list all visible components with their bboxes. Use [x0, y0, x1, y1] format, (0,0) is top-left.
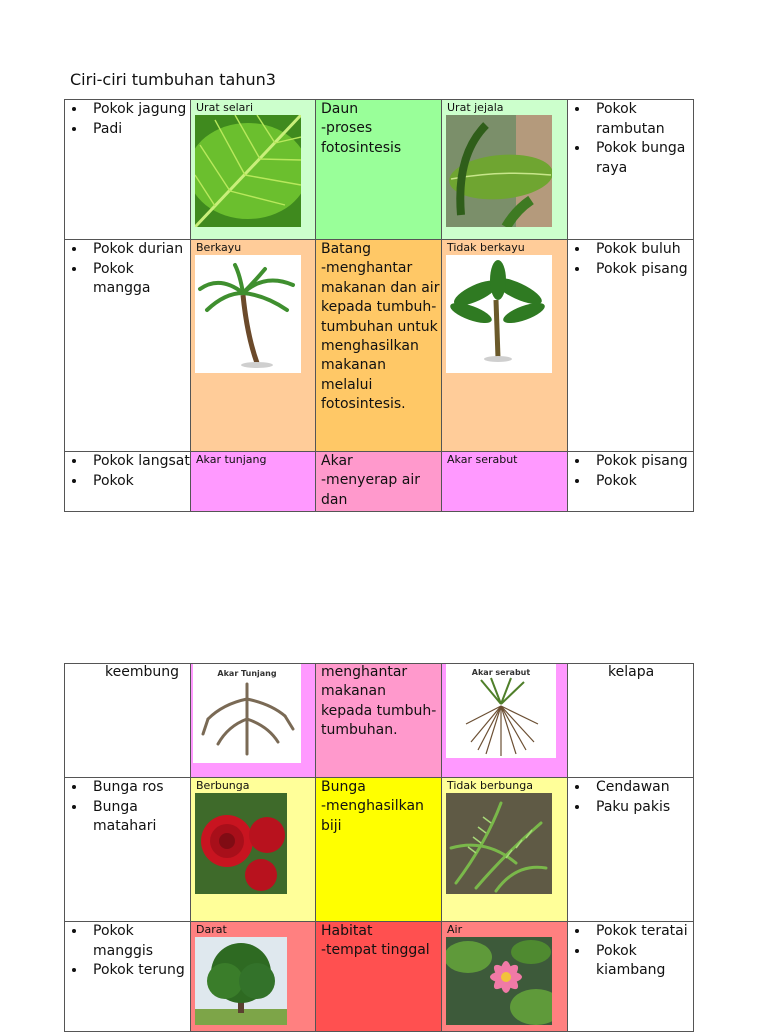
cell-urat-selari	[191, 100, 316, 240]
list-item: • Paku pakis	[590, 798, 693, 818]
heading-daun: Daun	[321, 101, 359, 117]
list-item: • Padi	[87, 120, 190, 140]
heading-batang: Batang	[321, 241, 372, 257]
label-akar-tunjang: Akar tunjang	[196, 453, 267, 466]
cell-akar-cont-description	[316, 664, 442, 778]
non-woody-plant-image	[446, 255, 552, 373]
leaf-net-vein-image	[446, 115, 552, 227]
label-berbunga: Berbunga	[196, 779, 250, 792]
label-air: Air	[447, 923, 463, 936]
cell-tidak-berbunga	[442, 778, 568, 922]
land-tree-image	[195, 937, 287, 1025]
table-row-akar-continued	[65, 664, 694, 778]
list-item: • Bunga matahari	[87, 798, 190, 837]
cell-berbunga	[191, 778, 316, 922]
cell-urat-jejala	[442, 100, 568, 240]
leaf-parallel-vein-image	[195, 115, 301, 227]
cell-akar-examples-right	[568, 452, 694, 512]
cell-batang-description	[316, 240, 442, 452]
cell-bunga-examples-right	[568, 778, 694, 922]
cell-bunga-description	[316, 778, 442, 922]
label-tidak-berkayu: Tidak berkayu	[447, 241, 525, 254]
list-item: • Pokok	[590, 472, 693, 492]
list-item: • Pokok terung	[87, 961, 190, 981]
table-row-habitat	[65, 922, 694, 1032]
cell-akar-description	[316, 452, 442, 512]
cell-akar-serabut	[442, 452, 568, 512]
plant-characteristics-table-2	[64, 663, 694, 1032]
cell-habitat-examples-right	[568, 922, 694, 1032]
list-item: • Bunga ros	[87, 778, 190, 798]
desc-akar-continued: menghantar makanan kepada tumbuh-tumbuhan.	[321, 664, 437, 739]
list-item: • Pokok manggis	[87, 922, 190, 961]
heading-habitat: Habitat	[321, 923, 373, 939]
woody-tree-image	[195, 255, 301, 373]
cell-akar-cont-left	[65, 664, 191, 778]
page-title: Ciri-ciri tumbuhan tahun3	[70, 70, 276, 89]
label-akar-serabut: Akar serabut	[447, 453, 518, 466]
label-darat: Darat	[196, 923, 227, 936]
cell-daun-examples-left	[65, 100, 191, 240]
water-lily-image	[446, 937, 552, 1025]
list-item: • Pokok mangga	[87, 260, 190, 299]
list-item: • Pokok pisang	[590, 452, 693, 472]
cell-habitat-description	[316, 922, 442, 1032]
cell-berkayu	[191, 240, 316, 452]
fibrous-root-caption: Akar serabut	[471, 668, 531, 677]
desc-akar: -menyerap air dan	[321, 472, 420, 508]
table-row-bunga	[65, 778, 694, 922]
list-item: • Pokok bunga raya	[590, 139, 693, 178]
desc-bunga: -menghasilkan biji	[321, 798, 424, 834]
label-urat-selari: Urat selari	[196, 101, 253, 114]
tap-root-caption: Akar Tunjang	[217, 669, 277, 678]
label-tidak-berbunga: Tidak berbunga	[447, 779, 533, 792]
continued-text-left: keembung	[105, 664, 179, 680]
cell-tidak-berkayu	[442, 240, 568, 452]
tap-root-image	[193, 664, 301, 763]
heading-akar: Akar	[321, 453, 353, 469]
list-item: • Pokok teratai	[590, 922, 693, 942]
list-item: • Pokok rambutan	[590, 100, 693, 139]
list-item: • Pokok pisang	[590, 260, 693, 280]
desc-daun: -proses fotosintesis	[321, 120, 402, 156]
list-item: • Pokok langsat	[87, 452, 190, 472]
list-item: • Pokok buluh	[590, 240, 693, 260]
cell-akar-cont-right	[568, 664, 694, 778]
cell-daun-description	[316, 100, 442, 240]
list-item: • Pokok jagung	[87, 100, 190, 120]
table-row-batang	[65, 240, 694, 452]
label-berkayu: Berkayu	[196, 241, 242, 254]
fibrous-root-image	[446, 664, 556, 758]
desc-batang: -menghantar makanan dan air kepada tumbuh-tumbuhan untuk menghasilkan makanan melalui fotosintesis.	[321, 260, 440, 413]
desc-habitat: -tempat tinggal	[321, 942, 430, 959]
label-urat-jejala: Urat jejala	[447, 101, 504, 114]
heading-bunga: Bunga	[321, 779, 366, 795]
cell-batang-examples-left	[65, 240, 191, 452]
list-item: • Pokok	[87, 472, 190, 492]
table-row-akar	[65, 452, 694, 512]
continued-text-right: kelapa	[608, 664, 655, 680]
rose-flower-image	[195, 793, 287, 894]
list-item: • Cendawan	[590, 778, 693, 798]
table-row-daun	[65, 100, 694, 240]
list-item: • Pokok kiambang	[590, 942, 693, 981]
cell-air	[442, 922, 568, 1032]
cell-bunga-examples-left	[65, 778, 191, 922]
cell-akar-examples-left	[65, 452, 191, 512]
fern-image	[446, 793, 552, 894]
cell-daun-examples-right	[568, 100, 694, 240]
cell-akar-tunjang-image	[191, 664, 316, 778]
plant-characteristics-table-1	[64, 99, 694, 512]
list-item: • Pokok durian	[87, 240, 190, 260]
cell-darat	[191, 922, 316, 1032]
cell-akar-tunjang	[191, 452, 316, 512]
cell-akar-serabut-image	[442, 664, 568, 778]
cell-batang-examples-right	[568, 240, 694, 452]
cell-habitat-examples-left	[65, 922, 191, 1032]
